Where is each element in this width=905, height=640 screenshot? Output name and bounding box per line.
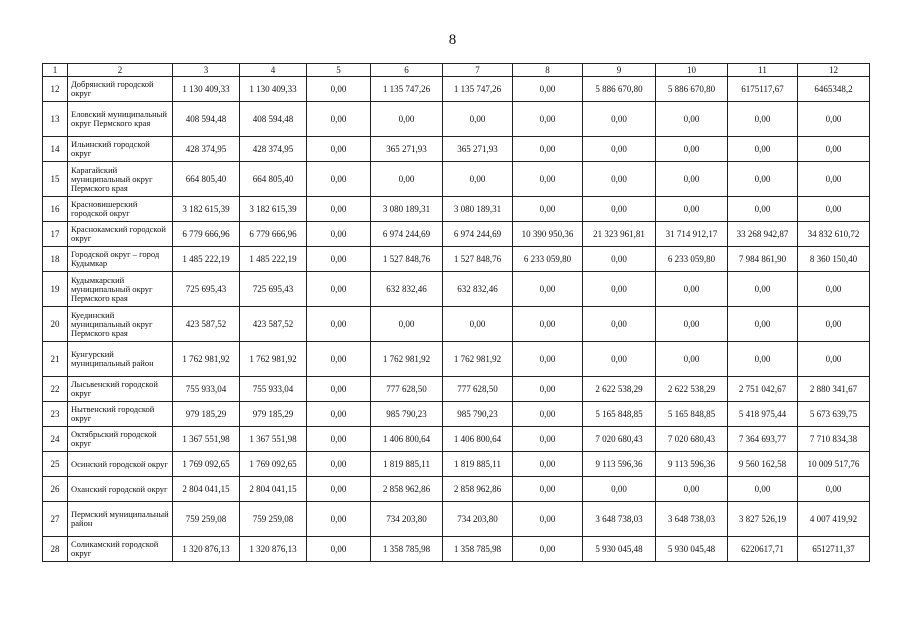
table-row xyxy=(43,377,870,402)
column-header-4: 4 xyxy=(240,64,307,77)
value-cell-col-6: 6 974 244,69 xyxy=(371,222,443,247)
table-row xyxy=(43,102,870,137)
value-cell-col-12: 0,00 xyxy=(798,162,870,197)
value-cell-col-10: 0,00 xyxy=(656,162,728,197)
value-cell-col-11: 0,00 xyxy=(728,342,798,377)
value-cell-col-3: 1 130 409,33 xyxy=(173,77,240,102)
value-cell-col-5: 0,00 xyxy=(307,197,371,222)
value-cell-col-4: 1 130 409,33 xyxy=(240,77,307,102)
value-cell-col-4: 423 587,52 xyxy=(240,307,307,342)
data-table xyxy=(42,63,870,562)
value-cell-col-4: 759 259,08 xyxy=(240,502,307,537)
value-cell-col-8: 0,00 xyxy=(513,137,583,162)
municipality-name: Кудымкарский муниципальный округ Пермского края xyxy=(68,272,173,307)
value-cell-col-11: 9 560 162,58 xyxy=(728,452,798,477)
value-cell-col-10: 5 930 045,48 xyxy=(656,537,728,562)
value-cell-col-6: 365 271,93 xyxy=(371,137,443,162)
value-cell-col-10: 6 233 059,80 xyxy=(656,247,728,272)
value-cell-col-4: 755 933,04 xyxy=(240,377,307,402)
table-row xyxy=(43,307,870,342)
table-row xyxy=(43,502,870,537)
value-cell-col-6: 0,00 xyxy=(371,307,443,342)
value-cell-col-6: 0,00 xyxy=(371,162,443,197)
row-number: 19 xyxy=(43,272,68,307)
row-number: 14 xyxy=(43,137,68,162)
value-cell-col-9: 0,00 xyxy=(583,477,656,502)
value-cell-col-9: 21 323 961,81 xyxy=(583,222,656,247)
value-cell-col-7: 0,00 xyxy=(443,102,513,137)
value-cell-col-8: 0,00 xyxy=(513,342,583,377)
value-cell-col-9: 2 622 538,29 xyxy=(583,377,656,402)
value-cell-col-11: 6220617,71 xyxy=(728,537,798,562)
value-cell-col-3: 2 804 041,15 xyxy=(173,477,240,502)
value-cell-col-5: 0,00 xyxy=(307,102,371,137)
value-cell-col-11: 0,00 xyxy=(728,477,798,502)
value-cell-col-5: 0,00 xyxy=(307,452,371,477)
value-cell-col-8: 6 233 059,80 xyxy=(513,247,583,272)
row-number: 22 xyxy=(43,377,68,402)
value-cell-col-11: 0,00 xyxy=(728,272,798,307)
table-row xyxy=(43,137,870,162)
municipality-name: Нытвенский городской округ xyxy=(68,402,173,427)
value-cell-col-12: 5 673 639,75 xyxy=(798,402,870,427)
value-cell-col-6: 632 832,46 xyxy=(371,272,443,307)
value-cell-col-10: 0,00 xyxy=(656,137,728,162)
value-cell-col-3: 408 594,48 xyxy=(173,102,240,137)
value-cell-col-8: 0,00 xyxy=(513,452,583,477)
value-cell-col-6: 777 628,50 xyxy=(371,377,443,402)
value-cell-col-8: 0,00 xyxy=(513,102,583,137)
value-cell-col-6: 2 858 962,86 xyxy=(371,477,443,502)
municipality-name: Куединский муниципальный округ Пермского края xyxy=(68,307,173,342)
value-cell-col-4: 1 769 092,65 xyxy=(240,452,307,477)
value-cell-col-5: 0,00 xyxy=(307,272,371,307)
header-row xyxy=(43,64,870,77)
value-cell-col-11: 0,00 xyxy=(728,102,798,137)
value-cell-col-3: 1 367 551,98 xyxy=(173,427,240,452)
value-cell-col-10: 0,00 xyxy=(656,477,728,502)
value-cell-col-5: 0,00 xyxy=(307,377,371,402)
value-cell-col-4: 2 804 041,15 xyxy=(240,477,307,502)
value-cell-col-5: 0,00 xyxy=(307,502,371,537)
value-cell-col-6: 0,00 xyxy=(371,102,443,137)
table-row xyxy=(43,402,870,427)
value-cell-col-3: 1 485 222,19 xyxy=(173,247,240,272)
value-cell-col-12: 7 710 834,38 xyxy=(798,427,870,452)
value-cell-col-6: 1 406 800,64 xyxy=(371,427,443,452)
value-cell-col-11: 2 751 042,67 xyxy=(728,377,798,402)
value-cell-col-9: 5 165 848,85 xyxy=(583,402,656,427)
row-number: 16 xyxy=(43,197,68,222)
value-cell-col-12: 2 880 341,67 xyxy=(798,377,870,402)
value-cell-col-3: 725 695,43 xyxy=(173,272,240,307)
value-cell-col-10: 7 020 680,43 xyxy=(656,427,728,452)
table-row xyxy=(43,247,870,272)
row-number: 28 xyxy=(43,537,68,562)
value-cell-col-4: 6 779 666,96 xyxy=(240,222,307,247)
column-header-1: 1 xyxy=(43,64,68,77)
row-number: 26 xyxy=(43,477,68,502)
value-cell-col-3: 759 259,08 xyxy=(173,502,240,537)
value-cell-col-3: 664 805,40 xyxy=(173,162,240,197)
value-cell-col-11: 33 268 942,87 xyxy=(728,222,798,247)
value-cell-col-3: 1 320 876,13 xyxy=(173,537,240,562)
value-cell-col-7: 632 832,46 xyxy=(443,272,513,307)
value-cell-col-12: 0,00 xyxy=(798,342,870,377)
value-cell-col-8: 0,00 xyxy=(513,537,583,562)
value-cell-col-4: 3 182 615,39 xyxy=(240,197,307,222)
column-header-10: 10 xyxy=(656,64,728,77)
value-cell-col-5: 0,00 xyxy=(307,77,371,102)
value-cell-col-11: 3 827 526,19 xyxy=(728,502,798,537)
table-body xyxy=(43,77,870,562)
value-cell-col-7: 1 406 800,64 xyxy=(443,427,513,452)
value-cell-col-10: 0,00 xyxy=(656,102,728,137)
value-cell-col-8: 0,00 xyxy=(513,377,583,402)
value-cell-col-9: 7 020 680,43 xyxy=(583,427,656,452)
value-cell-col-4: 725 695,43 xyxy=(240,272,307,307)
value-cell-col-7: 2 858 962,86 xyxy=(443,477,513,502)
value-cell-col-6: 1 527 848,76 xyxy=(371,247,443,272)
value-cell-col-7: 777 628,50 xyxy=(443,377,513,402)
value-cell-col-5: 0,00 xyxy=(307,162,371,197)
row-number: 12 xyxy=(43,77,68,102)
value-cell-col-7: 985 790,23 xyxy=(443,402,513,427)
table-row xyxy=(43,452,870,477)
value-cell-col-9: 0,00 xyxy=(583,247,656,272)
value-cell-col-8: 0,00 xyxy=(513,307,583,342)
value-cell-col-8: 0,00 xyxy=(513,272,583,307)
value-cell-col-12: 4 007 419,92 xyxy=(798,502,870,537)
municipality-name: Пермский муниципальный район xyxy=(68,502,173,537)
value-cell-col-8: 0,00 xyxy=(513,427,583,452)
value-cell-col-4: 1 762 981,92 xyxy=(240,342,307,377)
value-cell-col-9: 0,00 xyxy=(583,162,656,197)
value-cell-col-5: 0,00 xyxy=(307,402,371,427)
row-number: 23 xyxy=(43,402,68,427)
municipality-name: Кунгурский муниципальный район xyxy=(68,342,173,377)
value-cell-col-12: 34 832 610,72 xyxy=(798,222,870,247)
page-number: 8 xyxy=(448,32,457,48)
row-number: 13 xyxy=(43,102,68,137)
value-cell-col-4: 428 374,95 xyxy=(240,137,307,162)
value-cell-col-12: 0,00 xyxy=(798,477,870,502)
municipality-name: Осинский городской округ xyxy=(68,452,173,477)
column-header-5: 5 xyxy=(307,64,371,77)
value-cell-col-12: 10 009 517,76 xyxy=(798,452,870,477)
municipality-name: Добрянский городской округ xyxy=(68,77,173,102)
value-cell-col-12: 0,00 xyxy=(798,102,870,137)
value-cell-col-6: 734 203,80 xyxy=(371,502,443,537)
value-cell-col-4: 1 320 876,13 xyxy=(240,537,307,562)
row-number: 25 xyxy=(43,452,68,477)
column-header-8: 8 xyxy=(513,64,583,77)
column-header-6: 6 xyxy=(371,64,443,77)
value-cell-col-7: 0,00 xyxy=(443,162,513,197)
value-cell-col-9: 9 113 596,36 xyxy=(583,452,656,477)
table-row xyxy=(43,537,870,562)
value-cell-col-3: 1 762 981,92 xyxy=(173,342,240,377)
value-cell-col-10: 0,00 xyxy=(656,272,728,307)
value-cell-col-7: 734 203,80 xyxy=(443,502,513,537)
municipality-name: Городской округ – город Кудымкар xyxy=(68,247,173,272)
value-cell-col-4: 1 485 222,19 xyxy=(240,247,307,272)
value-cell-col-10: 0,00 xyxy=(656,307,728,342)
value-cell-col-7: 6 974 244,69 xyxy=(443,222,513,247)
municipality-name: Октябрьский городской округ xyxy=(68,427,173,452)
row-number: 21 xyxy=(43,342,68,377)
value-cell-col-7: 1 527 848,76 xyxy=(443,247,513,272)
column-header-2: 2 xyxy=(68,64,173,77)
column-header-12: 12 xyxy=(798,64,870,77)
value-cell-col-10: 0,00 xyxy=(656,197,728,222)
value-cell-col-6: 1 762 981,92 xyxy=(371,342,443,377)
row-number: 27 xyxy=(43,502,68,537)
municipality-name: Карагайский муниципальный округ Пермского края xyxy=(68,162,173,197)
value-cell-col-10: 5 165 848,85 xyxy=(656,402,728,427)
value-cell-col-5: 0,00 xyxy=(307,537,371,562)
value-cell-col-12: 8 360 150,40 xyxy=(798,247,870,272)
value-cell-col-7: 1 819 885,11 xyxy=(443,452,513,477)
value-cell-col-5: 0,00 xyxy=(307,137,371,162)
row-number: 17 xyxy=(43,222,68,247)
value-cell-col-3: 428 374,95 xyxy=(173,137,240,162)
table-row xyxy=(43,477,870,502)
municipality-name: Соликамский городской округ xyxy=(68,537,173,562)
value-cell-col-10: 3 648 738,03 xyxy=(656,502,728,537)
value-cell-col-9: 0,00 xyxy=(583,137,656,162)
value-cell-col-9: 0,00 xyxy=(583,307,656,342)
value-cell-col-9: 0,00 xyxy=(583,272,656,307)
value-cell-col-12: 0,00 xyxy=(798,307,870,342)
value-cell-col-7: 3 080 189,31 xyxy=(443,197,513,222)
table-row xyxy=(43,162,870,197)
table-row xyxy=(43,222,870,247)
value-cell-col-8: 0,00 xyxy=(513,197,583,222)
table-row xyxy=(43,77,870,102)
value-cell-col-10: 9 113 596,36 xyxy=(656,452,728,477)
municipality-name: Лысьвенский городской округ xyxy=(68,377,173,402)
value-cell-col-12: 0,00 xyxy=(798,137,870,162)
value-cell-col-8: 0,00 xyxy=(513,502,583,537)
value-cell-col-7: 1 762 981,92 xyxy=(443,342,513,377)
row-number: 20 xyxy=(43,307,68,342)
value-cell-col-4: 408 594,48 xyxy=(240,102,307,137)
value-cell-col-4: 664 805,40 xyxy=(240,162,307,197)
value-cell-col-7: 1 358 785,98 xyxy=(443,537,513,562)
row-number: 24 xyxy=(43,427,68,452)
value-cell-col-11: 0,00 xyxy=(728,307,798,342)
table-row xyxy=(43,342,870,377)
value-cell-col-5: 0,00 xyxy=(307,427,371,452)
value-cell-col-9: 0,00 xyxy=(583,102,656,137)
value-cell-col-5: 0,00 xyxy=(307,307,371,342)
table-row xyxy=(43,427,870,452)
value-cell-col-12: 0,00 xyxy=(798,197,870,222)
table-row xyxy=(43,272,870,307)
row-number: 15 xyxy=(43,162,68,197)
value-cell-col-9: 3 648 738,03 xyxy=(583,502,656,537)
value-cell-col-5: 0,00 xyxy=(307,477,371,502)
value-cell-col-10: 5 886 670,80 xyxy=(656,77,728,102)
value-cell-col-8: 0,00 xyxy=(513,77,583,102)
value-cell-col-11: 0,00 xyxy=(728,162,798,197)
table-row xyxy=(43,197,870,222)
column-header-9: 9 xyxy=(583,64,656,77)
value-cell-col-8: 0,00 xyxy=(513,477,583,502)
value-cell-col-4: 1 367 551,98 xyxy=(240,427,307,452)
column-header-7: 7 xyxy=(443,64,513,77)
value-cell-col-6: 1 358 785,98 xyxy=(371,537,443,562)
value-cell-col-3: 3 182 615,39 xyxy=(173,197,240,222)
value-cell-col-4: 979 185,29 xyxy=(240,402,307,427)
value-cell-col-3: 6 779 666,96 xyxy=(173,222,240,247)
value-cell-col-3: 1 769 092,65 xyxy=(173,452,240,477)
value-cell-col-9: 5 886 670,80 xyxy=(583,77,656,102)
value-cell-col-8: 0,00 xyxy=(513,402,583,427)
column-header-3: 3 xyxy=(173,64,240,77)
row-number: 18 xyxy=(43,247,68,272)
municipality-name: Оханский городской округ xyxy=(68,477,173,502)
value-cell-col-9: 0,00 xyxy=(583,342,656,377)
value-cell-col-7: 1 135 747,26 xyxy=(443,77,513,102)
value-cell-col-6: 1 135 747,26 xyxy=(371,77,443,102)
value-cell-col-8: 0,00 xyxy=(513,162,583,197)
value-cell-col-11: 6175117,67 xyxy=(728,77,798,102)
value-cell-col-11: 7 984 861,90 xyxy=(728,247,798,272)
value-cell-col-10: 2 622 538,29 xyxy=(656,377,728,402)
value-cell-col-11: 0,00 xyxy=(728,137,798,162)
value-cell-col-12: 0,00 xyxy=(798,272,870,307)
municipality-name: Ильинский городской округ xyxy=(68,137,173,162)
value-cell-col-5: 0,00 xyxy=(307,342,371,377)
value-cell-col-12: 6465348,2 xyxy=(798,77,870,102)
value-cell-col-11: 5 418 975,44 xyxy=(728,402,798,427)
value-cell-col-5: 0,00 xyxy=(307,247,371,272)
value-cell-col-12: 6512711,37 xyxy=(798,537,870,562)
value-cell-col-11: 7 364 693,77 xyxy=(728,427,798,452)
value-cell-col-5: 0,00 xyxy=(307,222,371,247)
value-cell-col-9: 0,00 xyxy=(583,197,656,222)
value-cell-col-10: 31 714 912,17 xyxy=(656,222,728,247)
value-cell-col-8: 10 390 950,36 xyxy=(513,222,583,247)
value-cell-col-7: 365 271,93 xyxy=(443,137,513,162)
value-cell-col-7: 0,00 xyxy=(443,307,513,342)
value-cell-col-10: 0,00 xyxy=(656,342,728,377)
value-cell-col-6: 985 790,23 xyxy=(371,402,443,427)
municipality-name: Красновишерский городской округ xyxy=(68,197,173,222)
value-cell-col-3: 979 185,29 xyxy=(173,402,240,427)
value-cell-col-6: 3 080 189,31 xyxy=(371,197,443,222)
value-cell-col-9: 5 930 045,48 xyxy=(583,537,656,562)
column-header-11: 11 xyxy=(728,64,798,77)
municipality-name: Краснокамский городской округ xyxy=(68,222,173,247)
value-cell-col-6: 1 819 885,11 xyxy=(371,452,443,477)
value-cell-col-11: 0,00 xyxy=(728,197,798,222)
value-cell-col-3: 755 933,04 xyxy=(173,377,240,402)
municipality-name: Еловский муниципальный округ Пермского края xyxy=(68,102,173,137)
value-cell-col-3: 423 587,52 xyxy=(173,307,240,342)
